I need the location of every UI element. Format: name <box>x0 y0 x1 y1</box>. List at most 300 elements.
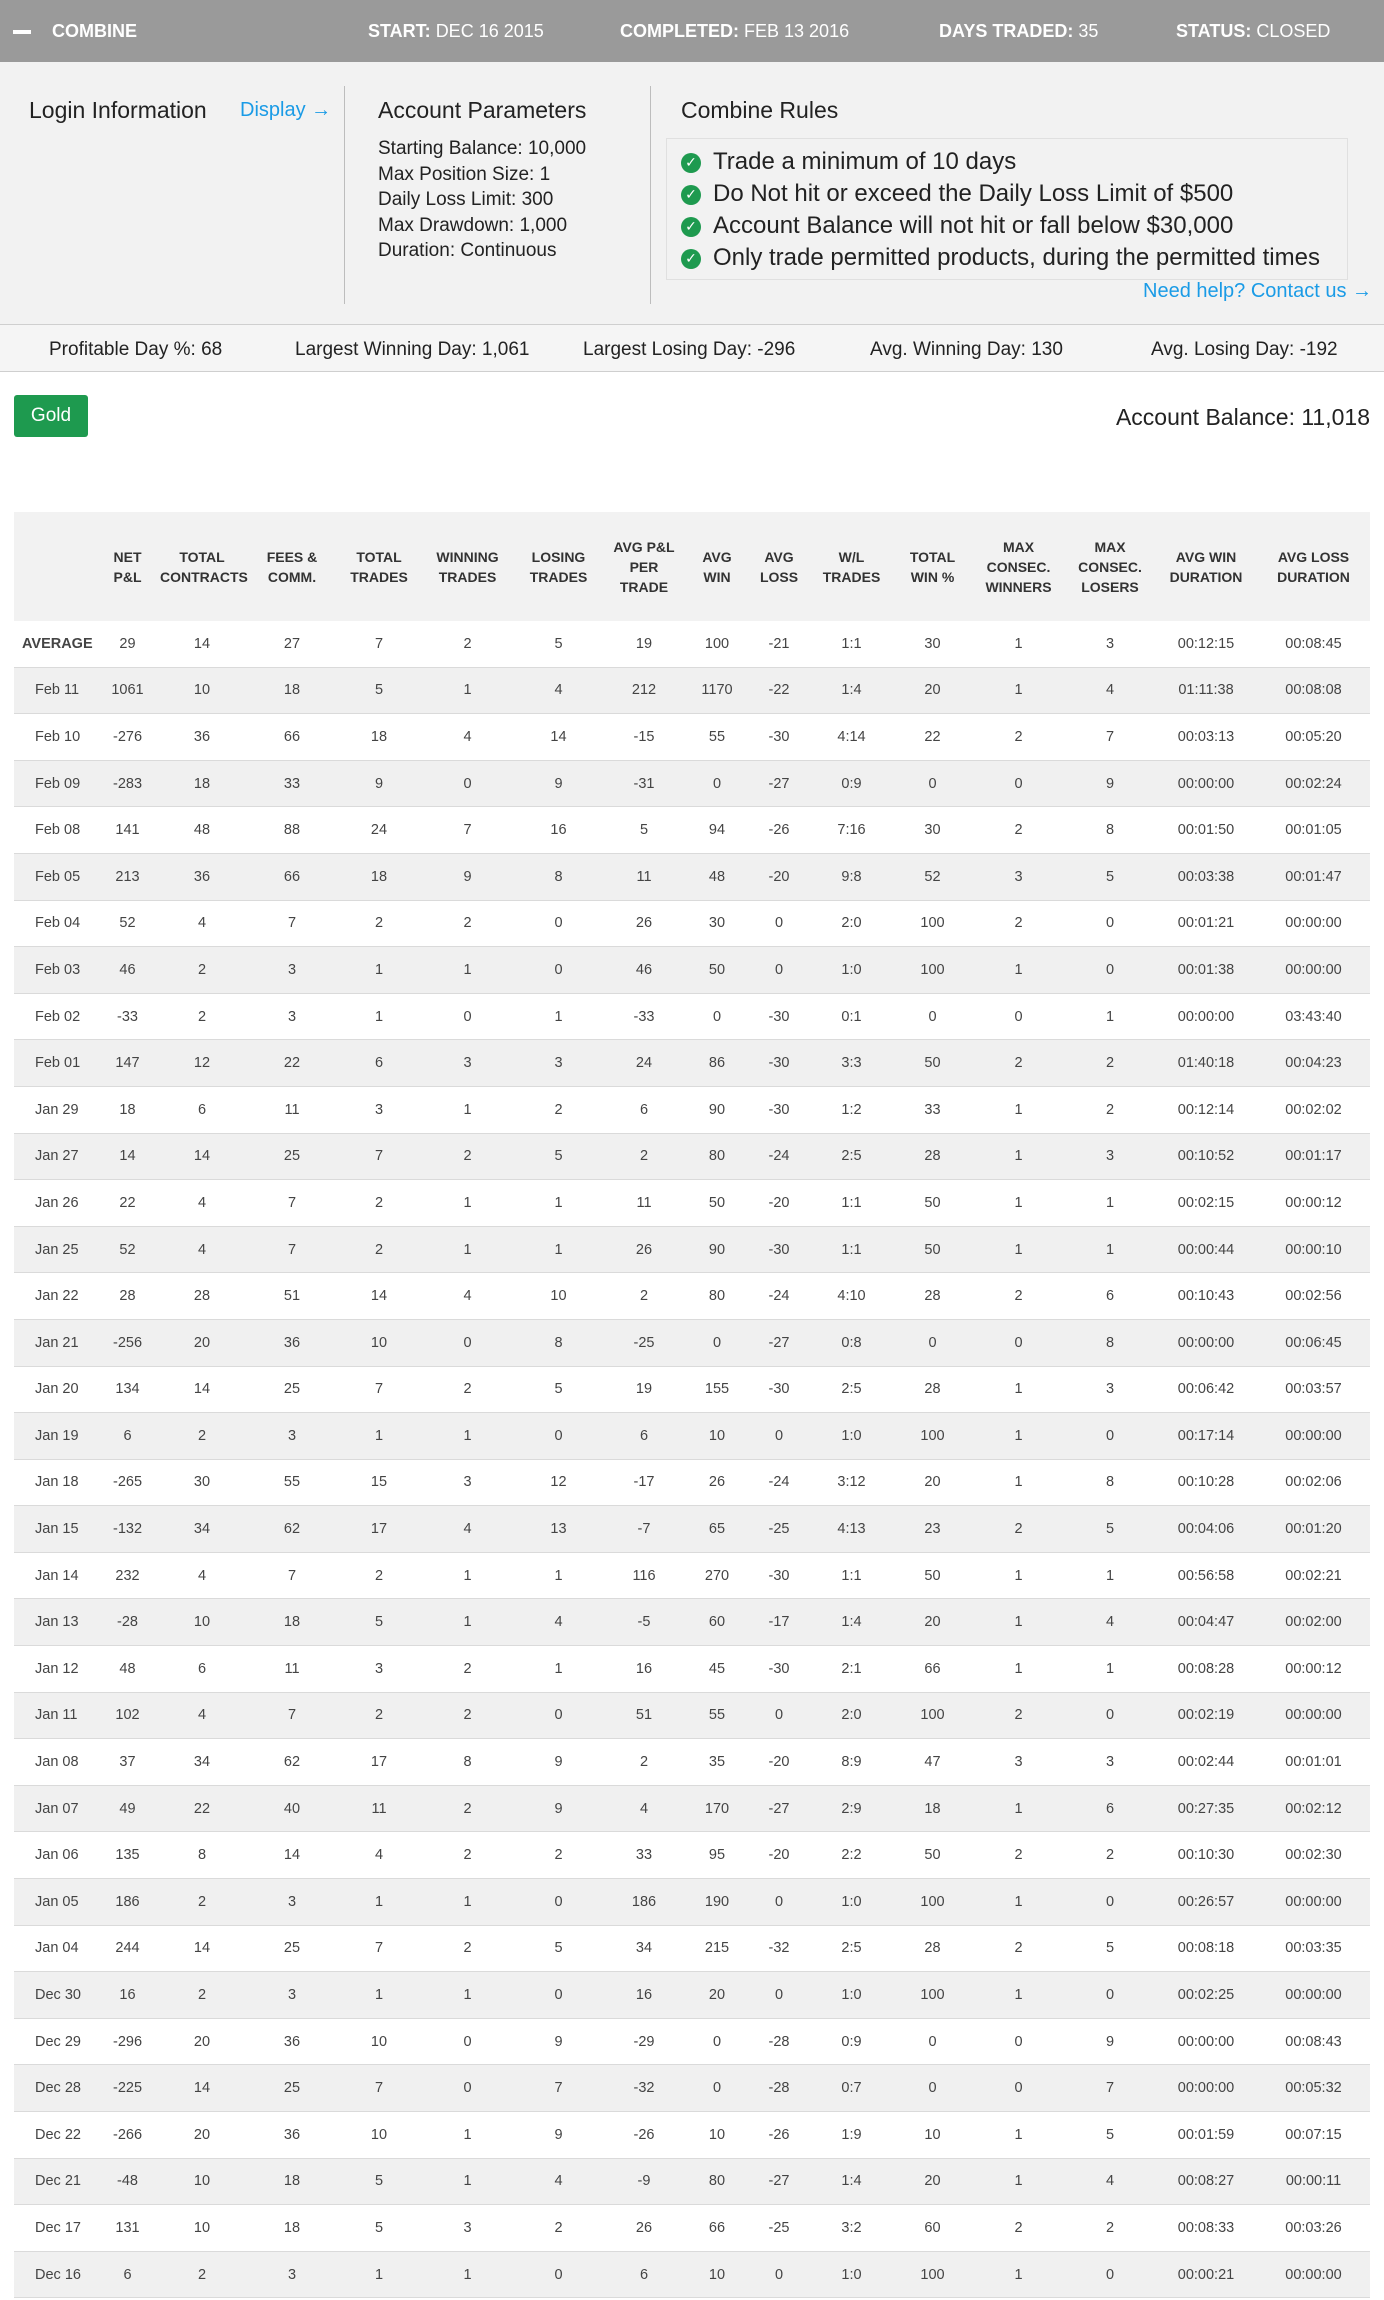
table-cell: 16 <box>602 1646 686 1693</box>
table-cell: 5 <box>338 2158 420 2205</box>
table-cell: 0 <box>1065 1413 1155 1460</box>
table-cell: 50 <box>893 1552 972 1599</box>
table-cell: 0 <box>515 2251 602 2298</box>
table-cell: 2 <box>158 1879 246 1926</box>
table-cell: 9 <box>515 2112 602 2159</box>
table-cell: 00:01:50 <box>1155 807 1257 854</box>
table-cell: 100 <box>893 2251 972 2298</box>
table-row <box>14 1180 1370 1227</box>
account-params-list <box>378 136 586 264</box>
table-cell: -28 <box>97 1599 158 1646</box>
table-cell: -17 <box>748 1599 810 1646</box>
table-cell: 10 <box>158 2205 246 2252</box>
table-cell: -24 <box>748 1273 810 1320</box>
table-cell: -27 <box>748 1785 810 1832</box>
table-cell: 2 <box>972 2205 1065 2252</box>
table-row <box>14 1506 1370 1553</box>
table-cell: 8 <box>1065 1319 1155 1366</box>
table-cell: 00:02:00 <box>1257 1599 1370 1646</box>
table-cell: 00:00:00 <box>1257 1879 1370 1926</box>
table-cell: 0 <box>420 2018 515 2065</box>
table-cell: 0 <box>686 760 748 807</box>
table-cell: 2:1 <box>810 1646 893 1693</box>
table-cell: 00:10:43 <box>1155 1273 1257 1320</box>
table-cell: 00:27:35 <box>1155 1785 1257 1832</box>
top-bar <box>0 0 1384 62</box>
table-cell: 155 <box>686 1366 748 1413</box>
table-cell: -20 <box>748 1832 810 1879</box>
table-cell: 28 <box>893 1366 972 1413</box>
table-cell: 33 <box>893 1086 972 1133</box>
table-cell: 2:5 <box>810 1366 893 1413</box>
table-cell: 1 <box>338 1972 420 2019</box>
table-cell: 0 <box>515 1413 602 1460</box>
table-cell: 25 <box>246 1366 338 1413</box>
table-cell: 3:3 <box>810 1040 893 1087</box>
table-cell: 16 <box>602 1972 686 2019</box>
column-header: WINNING TRADES <box>420 512 515 621</box>
login-info-title: Login Information <box>29 97 207 123</box>
table-cell: 0 <box>748 1692 810 1739</box>
table-row <box>14 1086 1370 1133</box>
table-cell: 34 <box>158 1739 246 1786</box>
table-cell: 0 <box>748 1972 810 2019</box>
table-cell: 25 <box>246 1133 338 1180</box>
table-cell: 7 <box>338 1133 420 1180</box>
table-cell: 10 <box>158 1599 246 1646</box>
table-cell: 50 <box>686 947 748 994</box>
table-cell: -265 <box>97 1459 158 1506</box>
table-cell: 45 <box>686 1646 748 1693</box>
table-cell: 2 <box>158 2251 246 2298</box>
table-cell: 5 <box>338 1599 420 1646</box>
table-cell: 4 <box>1065 667 1155 714</box>
table-cell: 0 <box>748 947 810 994</box>
table-cell: 2:0 <box>810 1692 893 1739</box>
table-cell: 1 <box>972 1133 1065 1180</box>
table-cell: 141 <box>97 807 158 854</box>
table-cell: 27 <box>246 621 338 667</box>
table-cell: 1 <box>515 1180 602 1227</box>
table-cell: -25 <box>748 2205 810 2252</box>
table-cell: 2:2 <box>810 1832 893 1879</box>
table-cell: -256 <box>97 1319 158 1366</box>
table-cell: 0 <box>748 900 810 947</box>
table-cell: 28 <box>893 1925 972 1972</box>
table-cell: 13 <box>515 1506 602 1553</box>
table-row <box>14 853 1370 900</box>
table-cell: 18 <box>246 2158 338 2205</box>
table-cell: 1 <box>338 2251 420 2298</box>
table-cell: 1:9 <box>810 2112 893 2159</box>
table-cell: 3 <box>972 1739 1065 1786</box>
table-cell: 1 <box>420 1413 515 1460</box>
table-cell: 26 <box>686 1459 748 1506</box>
table-cell: 1 <box>972 1226 1065 1273</box>
table-cell: 1 <box>420 1552 515 1599</box>
table-row <box>14 1273 1370 1320</box>
table-cell: 1 <box>972 1459 1065 1506</box>
display-link[interactable]: Display → <box>240 99 332 121</box>
table-cell: 4 <box>420 714 515 761</box>
column-header: MAX CONSEC. WINNERS <box>972 512 1065 621</box>
row-date: Jan 20 <box>14 1366 97 1413</box>
table-cell: 20 <box>893 1599 972 1646</box>
table-cell: 03:43:40 <box>1257 993 1370 1040</box>
table-cell: 00:00:00 <box>1257 1972 1370 2019</box>
table-cell: 00:00:00 <box>1257 947 1370 994</box>
table-cell: 7 <box>420 807 515 854</box>
table-cell: 36 <box>158 714 246 761</box>
table-cell: 52 <box>893 853 972 900</box>
table-cell: 10 <box>338 1319 420 1366</box>
table-cell: 5 <box>515 1366 602 1413</box>
table-cell: 3 <box>420 2205 515 2252</box>
table-cell: 00:08:27 <box>1155 2158 1257 2205</box>
row-date: Dec 22 <box>14 2112 97 2159</box>
table-cell: 1 <box>338 1413 420 1460</box>
table-cell: 00:08:08 <box>1257 667 1370 714</box>
table-cell: 3 <box>1065 621 1155 667</box>
table-cell: 14 <box>158 2065 246 2112</box>
table-cell: 1 <box>972 1646 1065 1693</box>
table-cell: 7 <box>246 900 338 947</box>
table-cell: 36 <box>246 2112 338 2159</box>
table-cell: 00:05:20 <box>1257 714 1370 761</box>
table-cell: -5 <box>602 1599 686 1646</box>
table-cell: 1:0 <box>810 2251 893 2298</box>
table-cell: 0 <box>420 760 515 807</box>
table-cell: 2 <box>420 900 515 947</box>
table-cell: 0 <box>972 760 1065 807</box>
column-header: AVG WIN DURATION <box>1155 512 1257 621</box>
table-cell: 0 <box>1065 1692 1155 1739</box>
table-cell: -27 <box>748 2158 810 2205</box>
table-cell: 5 <box>338 2205 420 2252</box>
table-cell: -33 <box>602 993 686 1040</box>
table-row <box>14 1739 1370 1786</box>
table-cell: -20 <box>748 1180 810 1227</box>
table-cell: 1061 <box>97 667 158 714</box>
row-date: Jan 04 <box>14 1925 97 1972</box>
table-cell: 0 <box>1065 1879 1155 1926</box>
table-cell: 0 <box>972 993 1065 1040</box>
table-cell: 11 <box>602 853 686 900</box>
table-cell: 3 <box>1065 1133 1155 1180</box>
table-cell: 49 <box>97 1785 158 1832</box>
table-cell: 6 <box>1065 1273 1155 1320</box>
table-cell: 2 <box>420 1832 515 1879</box>
table-cell: 116 <box>602 1552 686 1599</box>
table-cell: 1 <box>420 1180 515 1227</box>
table-cell: 1 <box>420 1879 515 1926</box>
table-cell: -24 <box>748 1459 810 1506</box>
start-date: START: DEC 16 2015 <box>368 21 544 41</box>
table-cell: 9 <box>515 2018 602 2065</box>
table-cell: 3 <box>515 1040 602 1087</box>
table-cell: 22 <box>97 1180 158 1227</box>
check-circle-icon: ✓ <box>681 249 701 269</box>
table-cell: 33 <box>246 760 338 807</box>
table-cell: 00:08:45 <box>1257 621 1370 667</box>
table-row <box>14 1832 1370 1879</box>
table-cell: 65 <box>686 1506 748 1553</box>
stat-avg-loss: Avg. Losing Day: -192 <box>1151 339 1338 360</box>
table-cell: 00:00:21 <box>1155 2251 1257 2298</box>
table-cell: 00:01:17 <box>1257 1133 1370 1180</box>
table-cell: 244 <box>97 1925 158 1972</box>
column-header: AVG LOSS <box>748 512 810 621</box>
table-cell: 00:02:19 <box>1155 1692 1257 1739</box>
table-cell: 1 <box>972 1879 1065 1926</box>
table-cell: 4 <box>515 667 602 714</box>
gold-button[interactable]: Gold <box>14 395 88 437</box>
table-cell: 23 <box>893 1506 972 1553</box>
table-cell: 4 <box>338 1832 420 1879</box>
table-cell: 30 <box>893 621 972 667</box>
table-cell: 2 <box>420 1925 515 1972</box>
table-cell: 1 <box>972 667 1065 714</box>
row-date: Dec 30 <box>14 1972 97 2019</box>
table-cell: 20 <box>686 1972 748 2019</box>
info-panel <box>0 62 1384 325</box>
table-cell: 35 <box>686 1739 748 1786</box>
table-cell: 00:00:00 <box>1257 1692 1370 1739</box>
table-cell: 7 <box>338 2065 420 2112</box>
table-cell: 00:04:47 <box>1155 1599 1257 1646</box>
table-cell: 4 <box>158 1180 246 1227</box>
table-cell: 1 <box>420 1599 515 1646</box>
column-header: FEES & COMM. <box>246 512 338 621</box>
table-cell: 47 <box>893 1739 972 1786</box>
table-cell: 00:02:24 <box>1257 760 1370 807</box>
table-cell: 212 <box>602 667 686 714</box>
table-cell: 62 <box>246 1506 338 1553</box>
table-row <box>14 1972 1370 2019</box>
table-cell: 16 <box>97 1972 158 2019</box>
account-params-title: Account Parameters <box>378 97 587 123</box>
table-cell: 7 <box>246 1552 338 1599</box>
table-cell: -25 <box>602 1319 686 1366</box>
table-row <box>14 2018 1370 2065</box>
account-balance: Account Balance: 11,018 <box>1115 404 1370 430</box>
table-cell: 2 <box>158 1413 246 1460</box>
table-cell: 7 <box>1065 714 1155 761</box>
table-cell: 1 <box>1065 993 1155 1040</box>
table-cell: 2 <box>972 900 1065 947</box>
table-cell: 1 <box>1065 1180 1155 1227</box>
rule-item: ✓ Trade a minimum of 10 days <box>681 148 1016 176</box>
table-row <box>14 993 1370 1040</box>
table-cell: -27 <box>748 1319 810 1366</box>
table-cell: 51 <box>246 1273 338 1320</box>
table-cell: 2 <box>515 2205 602 2252</box>
days-traded: DAYS TRADED: 35 <box>939 21 1099 41</box>
table-cell: 36 <box>246 2018 338 2065</box>
table-cell: 1:4 <box>810 1599 893 1646</box>
table-cell: 1 <box>1065 1226 1155 1273</box>
table-cell: -9 <box>602 2158 686 2205</box>
table-cell: 46 <box>602 947 686 994</box>
stat-largest-loss: Largest Losing Day: -296 <box>583 339 796 360</box>
table-cell: 6 <box>158 1646 246 1693</box>
table-cell: 10 <box>686 2112 748 2159</box>
table-cell: 66 <box>686 2205 748 2252</box>
table-cell: 2 <box>602 1739 686 1786</box>
table-cell: 00:01:01 <box>1257 1739 1370 1786</box>
table-cell: 01:40:18 <box>1155 1040 1257 1087</box>
table-cell: -22 <box>748 667 810 714</box>
table-cell: 9 <box>1065 760 1155 807</box>
table-cell: 6 <box>338 1040 420 1087</box>
collapse-icon[interactable] <box>13 30 31 34</box>
table-row <box>14 1646 1370 1693</box>
param-daily-loss: Daily Loss Limit: 300 <box>378 189 554 210</box>
help-contact-link[interactable]: Need help? Contact us → <box>1143 280 1373 302</box>
row-date: Dec 29 <box>14 2018 97 2065</box>
table-cell: 00:17:14 <box>1155 1413 1257 1460</box>
table-cell: 18 <box>246 2205 338 2252</box>
table-cell: 52 <box>97 1226 158 1273</box>
table-cell: -20 <box>748 853 810 900</box>
table-cell: 0 <box>420 1319 515 1366</box>
table-cell: 29 <box>97 621 158 667</box>
table-cell: 0 <box>420 2065 515 2112</box>
table-cell: 6 <box>602 2251 686 2298</box>
table-cell: 19 <box>602 1366 686 1413</box>
table-cell: 3 <box>246 1972 338 2019</box>
table-cell: 4:14 <box>810 714 893 761</box>
table-cell: 25 <box>246 2065 338 2112</box>
row-date: Feb 09 <box>14 760 97 807</box>
table-cell: 00:01:20 <box>1257 1506 1370 1553</box>
table-cell: 102 <box>97 1692 158 1739</box>
table-cell: 00:01:47 <box>1257 853 1370 900</box>
column-header <box>14 512 97 621</box>
table-cell: 2 <box>158 947 246 994</box>
table-cell: 86 <box>686 1040 748 1087</box>
table-cell: 00:03:38 <box>1155 853 1257 900</box>
table-cell: 28 <box>893 1273 972 1320</box>
table-cell: 6 <box>602 1413 686 1460</box>
table-cell: 1:0 <box>810 947 893 994</box>
table-cell: 1:0 <box>810 1413 893 1460</box>
column-header: AVG WIN <box>686 512 748 621</box>
table-cell: -24 <box>748 1133 810 1180</box>
check-circle-icon: ✓ <box>681 185 701 205</box>
table-row <box>14 2251 1370 2298</box>
table-cell: 2 <box>515 1086 602 1133</box>
row-date: Feb 08 <box>14 807 97 854</box>
column-header: AVG P&L PER TRADE <box>602 512 686 621</box>
table-cell: 10 <box>686 2251 748 2298</box>
table-row <box>14 1133 1370 1180</box>
table-cell: 2 <box>338 900 420 947</box>
table-cell: -26 <box>748 807 810 854</box>
table-cell: 00:04:23 <box>1257 1040 1370 1087</box>
table-cell: 0 <box>1065 947 1155 994</box>
table-cell: 11 <box>602 1180 686 1227</box>
table-cell: 46 <box>97 947 158 994</box>
table-cell: -7 <box>602 1506 686 1553</box>
table-cell: 100 <box>686 621 748 667</box>
table-cell: 8:9 <box>810 1739 893 1786</box>
table-cell: 0 <box>893 993 972 1040</box>
table-cell: -28 <box>748 2018 810 2065</box>
table-cell: 5 <box>515 1133 602 1180</box>
table-cell: 3 <box>972 853 1065 900</box>
table-cell: 18 <box>893 1785 972 1832</box>
table-cell: 60 <box>686 1599 748 1646</box>
table-cell: 2 <box>420 1366 515 1413</box>
table-cell: -26 <box>602 2112 686 2159</box>
table-cell: 24 <box>338 807 420 854</box>
table-cell: 2 <box>338 1180 420 1227</box>
table-cell: 0 <box>1065 1972 1155 2019</box>
table-cell: 00:01:05 <box>1257 807 1370 854</box>
table-cell: 2 <box>972 1273 1065 1320</box>
table-cell: 7 <box>515 2065 602 2112</box>
table-cell: 11 <box>338 1785 420 1832</box>
table-cell: 5 <box>1065 853 1155 900</box>
table-cell: 00:03:57 <box>1257 1366 1370 1413</box>
table-cell: 4 <box>515 2158 602 2205</box>
column-header: AVG LOSS DURATION <box>1257 512 1370 621</box>
rule-item: ✓ Account Balance will not hit or fall below $30,000 <box>681 212 1233 240</box>
rule-item: ✓ Only trade permitted products, during the permitted times <box>681 244 1320 272</box>
table-cell: 134 <box>97 1366 158 1413</box>
column-header: TOTAL TRADES <box>338 512 420 621</box>
table-cell: 0 <box>748 1879 810 1926</box>
table-cell: 1 <box>420 1086 515 1133</box>
table-cell: 00:10:30 <box>1155 1832 1257 1879</box>
table-cell: 26 <box>602 900 686 947</box>
table-cell: 66 <box>893 1646 972 1693</box>
table-cell: 147 <box>97 1040 158 1087</box>
table-cell: 7 <box>246 1226 338 1273</box>
table-cell: 18 <box>338 853 420 900</box>
table-cell: 1 <box>972 621 1065 667</box>
table-cell: -33 <box>97 993 158 1040</box>
table-cell: 9 <box>420 853 515 900</box>
table-cell: 1 <box>515 993 602 1040</box>
table-cell: 0 <box>893 2065 972 2112</box>
table-cell: 50 <box>893 1226 972 1273</box>
table-cell: 00:00:12 <box>1257 1646 1370 1693</box>
table-cell: 5 <box>602 807 686 854</box>
table-cell: 0 <box>893 2018 972 2065</box>
column-header: TOTAL WIN % <box>893 512 972 621</box>
column-header: MAX CONSEC. LOSERS <box>1065 512 1155 621</box>
column-header: W/L TRADES <box>810 512 893 621</box>
table-cell: 00:01:38 <box>1155 947 1257 994</box>
table-cell: 1170 <box>686 667 748 714</box>
table-cell: 3 <box>246 947 338 994</box>
table-cell: 00:06:42 <box>1155 1366 1257 1413</box>
table-cell: 2 <box>972 807 1065 854</box>
row-date: Jan 14 <box>14 1552 97 1599</box>
table-cell: 48 <box>686 853 748 900</box>
table-cell: 1 <box>972 1552 1065 1599</box>
table-cell: 20 <box>893 2158 972 2205</box>
table-cell: -32 <box>748 1925 810 1972</box>
table-cell: 00:26:57 <box>1155 1879 1257 1926</box>
table-cell: 20 <box>158 1319 246 1366</box>
table-cell: 6 <box>1065 1785 1155 1832</box>
table-cell: 00:02:30 <box>1257 1832 1370 1879</box>
table-cell: 51 <box>602 1692 686 1739</box>
table-cell: 2 <box>158 1972 246 2019</box>
